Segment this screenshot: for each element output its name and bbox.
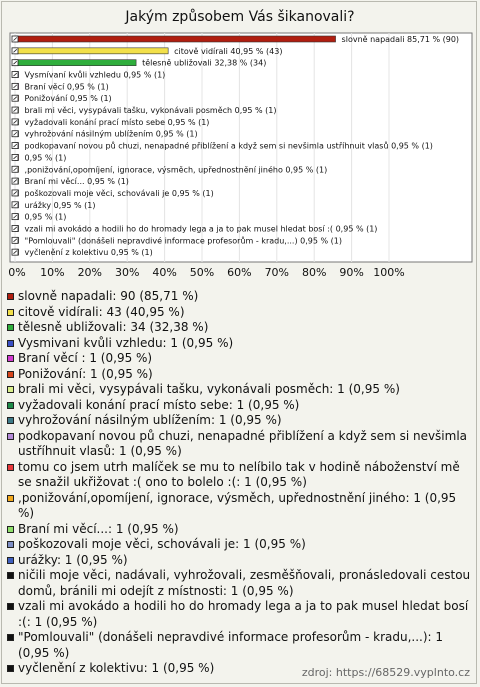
bar-label: poškozovali moje věci, schovávali je 0,95 % (1) [24,188,214,198]
bar-label: citově vidírali 40,95 % (43) [174,46,283,56]
bar-label: brali mi věci, vysypávali tašku, vykonávali posměch 0,95 % (1) [24,106,277,116]
legend-item [6,398,472,414]
legend-item [6,289,472,305]
legend-item [6,305,472,321]
legend-item [6,382,472,398]
legend-label: vyčlenění z kolektivu: 1 (0,95 %) [18,661,215,675]
legend-swatch [7,572,14,579]
legend-label: tomu co jsem utrh malíček se mu to nelíbilo tak v hodině náboženství mě se snažil ukřižovat :( ono to bolelo :(: 1 (0,95 %) [18,459,460,489]
bar-label: Braní mi věcí... 0,95 % (1) [24,177,129,187]
x-tick-label: 100% [373,266,405,279]
legend-swatch [7,293,14,300]
bar-label: vyčlenění z kolektivu 0,95 % (1) [24,248,153,258]
legend-swatch [7,324,14,331]
x-tick-label: 0% [8,266,26,279]
legend-label: citově vidírali: 43 (40,95 %) [18,304,185,319]
x-tick-label: 80% [301,266,327,279]
bar-label: tělesně ubližovali 32,38 % (34) [142,58,267,68]
legend-label: poškozovali moje věci, schovávali je: 1 (0,95 %) [18,537,306,551]
bar-label: ,ponižování,opomíjení, ignorace, výsměch, upřednostnění jiného 0,95 % (1) [24,165,328,175]
legend-swatch [7,309,14,316]
bar-label: vyžadovali konání prací místo sebe 0,95 % (1) [24,117,210,127]
legend [6,289,472,677]
legend-item [6,413,472,429]
legend-swatch [7,665,14,672]
legend-label: brali mi věci, vysypávali tašku, vykonávali posměch: 1 (0,95 %) [18,382,400,396]
x-tick-label: 50% [189,266,215,279]
legend-item [6,568,472,599]
legend-swatch [7,603,14,610]
bar-label: Braní věcí 0,95 % (1) [24,82,109,92]
bar-chart [0,0,480,290]
legend-item [6,367,472,383]
bar-label: urážky 0,95 % (1) [24,200,96,210]
legend-swatch [7,371,14,378]
legend-item [6,553,472,569]
legend-item [6,630,472,661]
legend-item [6,320,472,336]
legend-label: vyžadovali konání prací místo sebe: 1 (0,95 %) [18,397,300,412]
bar-label: vzali mi avokádo a hodili ho do hromady lega a ja to pak musel hledat bosí :( 0,95 % (1) [24,224,378,234]
legend-label: ,ponižování,opomíjení, ignorace, výsměch, upřednostnění jiného: 1 (0,95 %) [18,490,457,520]
x-tick-label: 20% [77,266,103,279]
legend-item [6,460,472,491]
legend-label: vyhrožování násilným ublížením: 1 (0,95 %) [18,413,282,427]
legend-label: urážky: 1 (0,95 %) [18,552,128,567]
legend-label: Braní věcí : 1 (0,95 %) [18,351,153,365]
x-tick-label: 30% [114,266,140,279]
x-tick-label: 10% [40,266,65,279]
bar-label: Vysmívaní kvůli vzhledu 0,95 % (1) [24,70,166,80]
bar-label: 0,95 % (1) [24,153,67,163]
legend-item [6,537,472,553]
source-footer: zdroj: https://68529.vyplnto.cz [301,666,470,679]
x-tick-label: 60% [227,266,252,279]
bar-label: "Pomlouvali" (donášeli nepravdivé informace profesorům - kradu,...) 0,95 % (1) [24,236,342,246]
legend-swatch [7,495,14,502]
legend-item [6,336,472,352]
x-tick-label: 90% [339,266,364,279]
legend-swatch [7,464,14,471]
legend-item [6,491,472,522]
legend-label: tělesně ubližovali: 34 (32,38 %) [18,320,209,334]
legend-label: slovně napadali: 90 (85,71 %) [18,289,199,303]
legend-item [6,429,472,460]
bar-label: Ponižování 0,95 % (1) [24,94,112,104]
legend-item [6,351,472,367]
bar-label: 0,95 % (1) [24,212,67,222]
legend-swatch [7,634,14,641]
legend-label: Ponižování: 1 (0,95 %) [18,366,153,381]
legend-swatch [7,340,14,347]
legend-swatch [7,433,14,440]
x-tick-label: 70% [264,266,290,279]
legend-swatch [7,402,14,409]
legend-swatch [7,557,14,564]
bar-label: slovně napadali 85,71 % (90) [341,35,460,44]
legend-label: vzali mi avokádo a hodili ho do hromady lega a ja to pak musel hledat bosí :(: 1 (0,95 %) [18,599,469,629]
legend-label: Braní mi věcí...: 1 (0,95 %) [18,521,179,536]
chart-title: Jakým způsobem Vás šikanovali? [125,9,355,25]
legend-item [6,599,472,630]
bar-label: podkopavaní novou pů chuzi, nenapadné přiblížení a když sem si nevšimla ustříhnuit vlasů 0,95 % (1) [24,141,433,151]
legend-swatch [7,386,14,393]
legend-label: Vysmivani kvůli vzhledu: 1 (0,95 %) [18,335,234,350]
legend-label: podkopavaní novou pů chuzi, nenapadné přiblížení a když sem si nevšimla ustříhnuit vlasů: 1 (0,95 %) [18,428,468,458]
x-tick-label: 40% [152,266,177,279]
legend-label: "Pomlouvali" (donášeli nepravdivé informace profesorům - kradu,...): 1 (0,95 %) [18,630,444,660]
bar-label: vyhrožování násilným ublížením 0,95 % (1) [24,129,198,139]
legend-swatch [7,541,14,548]
bar [15,48,168,54]
legend-swatch [7,526,14,533]
legend-swatch [7,417,14,424]
bar [15,60,136,66]
legend-label: ničili moje věci, nadávali, vyhrožovali, zesměšňovali, pronásledovali cestou domů, bránili mi odejít z místnosti: 1 (0,95 %) [18,568,471,598]
legend-swatch [7,355,14,362]
legend-item [6,522,472,538]
bar [15,36,336,42]
